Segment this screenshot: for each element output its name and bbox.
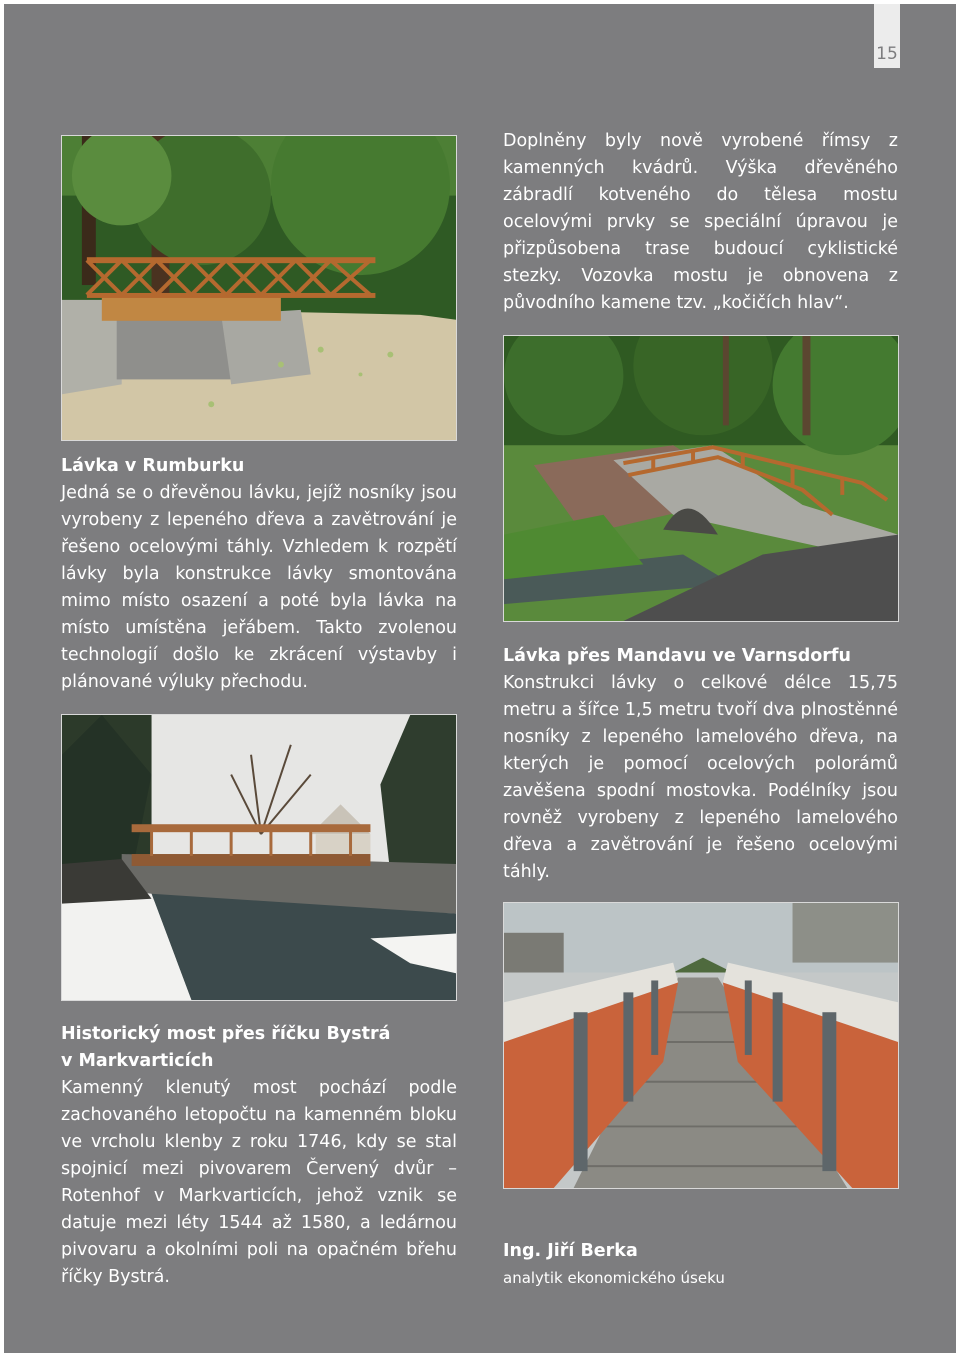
section-varnsdorf-text: Konstrukci lávky o celkové délce 15,75 metru a šířce 1,5 metru tvoří dva plnostěnné nosníky z lepeného lamelového dřeva, na kterých je pomocí ocelových polorámů zavěšena spodní mostovka. Podélníky jsou rovněž vyrobeny z lepeného lamelového dřeva a zavětrování je řešeno ocelovými táhly. <box>503 673 898 882</box>
photo-winter-wooden-bridge <box>61 714 457 1001</box>
section-markvartice <box>61 1021 457 1291</box>
section-rumburk-title: Lávka v Rumburku <box>61 456 245 476</box>
section-rumburk-text: Jedná se o dřevěnou lávku, jejíž nosníky jsou vyrobeny z lepeného dřeva a zavětrování je řešeno ocelovými táhly. Vzhledem k rozpětí lávky byla konstrukce lávky smontována mimo místo osazení a poté byla lávka na místo umístěna jeřábem. Takto zvolenou technologií došlo ke zkrácení výstavby i plánované výluky přechodu. <box>61 483 457 692</box>
section-markvartice-text: Kamenný klenutý most pochází podle zachovaného letopočtu na kamenném bloku ve vrcholu klenby z roku 1746, kdy se stal spojnicí mezi pivovarem Červený dvůr – Rotenhof v Markvarticích, jehož vznik se datuje mezi léty 1544 až 1580, a ledárnou pivovaru a okolními poli na opačném břehu říčky Bystrá. <box>61 1078 457 1287</box>
author-block <box>503 1238 898 1292</box>
section-rumburk <box>61 453 457 696</box>
photo-wooden-bridge-forest <box>61 135 457 441</box>
intro-paragraph: Doplněny byly nově vyrobené římsy z kamenných kvádrů. Výška dřevěného zábradlí kotveného do tělesa mostu ocelovými prvky se speciální úpravou je přizpůsobena trase budoucí cyklistické stezky. Vozovka mostu je obnovena z původního kamene tzv. „kočičích hlav“. <box>503 131 898 313</box>
section-markvartice-title-line1: Historický most přes říčku Bystrá <box>61 1024 391 1044</box>
author-role: analytik ekonomického úseku <box>503 1269 725 1287</box>
section-varnsdorf <box>503 643 898 886</box>
photo-footbridge-deck <box>503 902 899 1189</box>
section-markvartice-title-line2: v Markvarticích <box>61 1051 214 1071</box>
section-varnsdorf-title: Lávka přes Mandavu ve Varnsdorfu <box>503 646 851 666</box>
photo-stone-arch-bridge <box>503 335 899 622</box>
page-number: 15 <box>874 4 900 68</box>
author-name: Ing. Jiří Berka <box>503 1241 638 1261</box>
intro-text-block <box>503 128 898 317</box>
